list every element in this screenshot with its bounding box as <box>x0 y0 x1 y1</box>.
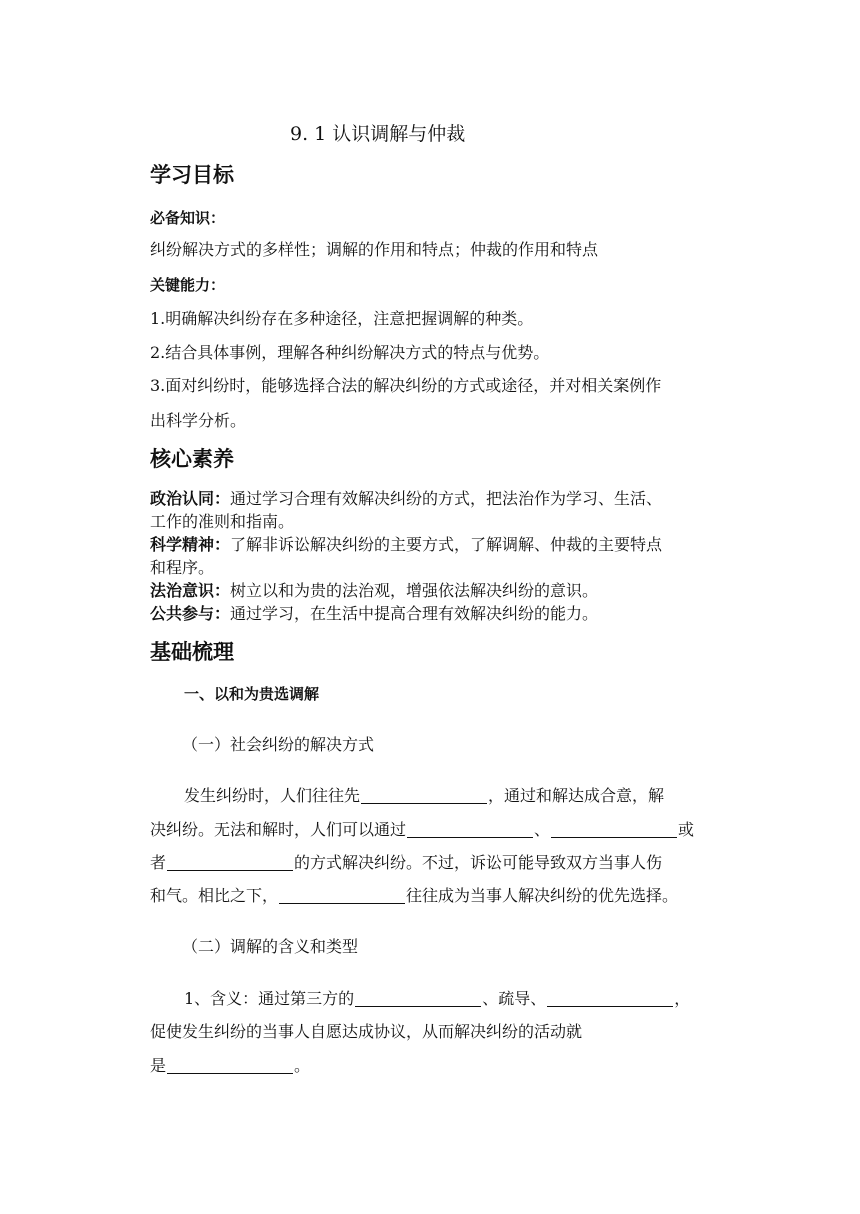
blank-1[interactable] <box>361 787 487 804</box>
science-text: 了解非诉讼解决纠纷的主要方式，了解调解、仲裁的主要特点 <box>230 535 663 554</box>
heading-basics: 基础梳理 <box>150 640 234 664</box>
para2-text-b: 、 <box>534 820 551 839</box>
para3-text-b: 的方式解决纠纷。不过，诉讼可能导致双方当事人伤 <box>294 853 663 872</box>
label-political: 政治认同： <box>150 489 231 508</box>
blank-4[interactable] <box>167 854 293 871</box>
document-title: 9. 1 认识调解与仲裁 <box>290 123 466 145</box>
label-science: 科学精神： <box>150 535 231 554</box>
blank-5[interactable] <box>279 887 405 904</box>
para3-text-a: 者 <box>150 853 167 872</box>
sub2-title: （二）调解的含义和类型 <box>182 937 359 956</box>
ability-item-3-cont: 出科学分析。 <box>150 411 247 430</box>
para1-text-a: 发生纠纷时，人们往往先 <box>184 786 361 805</box>
literacy-political <box>150 489 662 509</box>
law-text: 树立以和为贵的法治观，增强依法解决纠纷的意识。 <box>230 581 599 600</box>
label-public: 公共参与： <box>150 604 231 623</box>
ability-item-2: 2.结合具体事例，理解各种纠纷解决方式的特点与优势。 <box>150 343 550 362</box>
sub1-title: （一）社会纠纷的解决方式 <box>182 735 375 754</box>
blank-7[interactable] <box>547 990 673 1007</box>
para5-line2: 促使发生纠纷的当事人自愿达成协议，从而解决纠纷的活动就 <box>150 1022 583 1041</box>
para1-line1 <box>184 786 664 806</box>
literacy-political-cont: 工作的准则和指南。 <box>150 512 295 531</box>
para4-text-b: 往往成为当事人解决纠纷的优先选择。 <box>406 886 679 905</box>
ability-item-1: 1.明确解决纠纷存在多种途径，注意把握调解的种类。 <box>150 309 534 328</box>
para7-text-a: 是 <box>150 1056 167 1075</box>
knowledge-text: 纠纷解决方式的多样性；调解的作用和特点；仲裁的作用和特点 <box>150 240 599 259</box>
para5-line1 <box>184 989 690 1009</box>
literacy-law <box>150 581 598 601</box>
heading-learning-goals: 学习目标 <box>150 163 234 187</box>
literacy-science-cont: 和程序。 <box>150 558 215 577</box>
blank-6[interactable] <box>355 990 481 1007</box>
para5-text-b: 、疏导、 <box>482 989 547 1008</box>
heading-core-literacy: 核心素养 <box>150 447 234 471</box>
para5-line3 <box>150 1056 310 1076</box>
political-text: 通过学习合理有效解决纠纷的方式，把法治作为学习、生活、 <box>230 489 663 508</box>
part1-title: 一、以和为贵选调解 <box>184 685 320 703</box>
para1-line2 <box>150 820 694 840</box>
para2-text-c: 或 <box>678 820 695 839</box>
ability-item-3: 3.面对纠纷时，能够选择合法的解决纠纷的方式或途径，并对相关案例作 <box>150 376 662 395</box>
blank-3[interactable] <box>551 821 677 838</box>
para5-text-a: 1、含义：通过第三方的 <box>184 989 355 1008</box>
para1-line3 <box>150 853 662 873</box>
label-key-abilities: 关键能力： <box>150 276 226 294</box>
label-law: 法治意识： <box>150 581 231 600</box>
para2-text-a: 决纠纷。无法和解时，人们可以通过 <box>150 820 407 839</box>
para7-text-b: 。 <box>294 1056 311 1075</box>
literacy-public <box>150 604 598 624</box>
blank-8[interactable] <box>167 1057 293 1074</box>
public-text: 通过学习，在生活中提高合理有效解决纠纷的能力。 <box>230 604 599 623</box>
literacy-science <box>150 535 662 555</box>
para5-text-c: ， <box>674 989 691 1008</box>
para4-text-a: 和气。相比之下， <box>150 886 279 905</box>
label-required-knowledge: 必备知识： <box>150 209 226 227</box>
para1-line4 <box>150 886 678 906</box>
para1-text-b: ，通过和解达成合意，解 <box>488 786 665 805</box>
blank-2[interactable] <box>407 821 533 838</box>
